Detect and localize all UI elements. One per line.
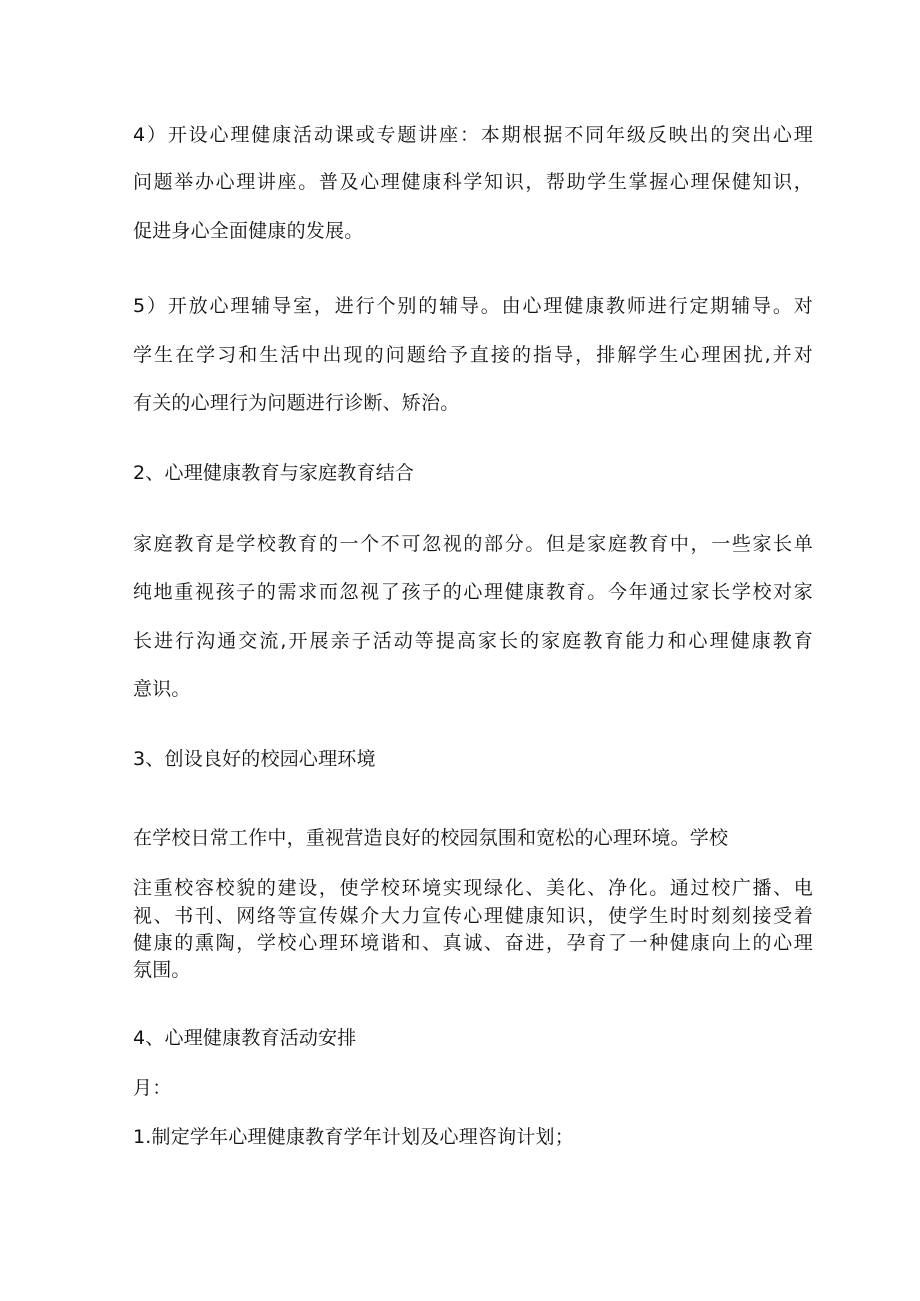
paragraph-5-line-3: 有关的心理行为问题进行诊断、矫治。 [133,392,460,414]
paragraph-4-line-2: 问题举办心理讲座。普及心理健康科学知识，帮助学生掌握心理保健知识， [133,171,813,193]
family-paragraph-line-1: 家庭教育是学校教育的一个不可忽视的部分。但是家庭教育中，一些家长单 [133,533,813,555]
heading-2: 2、心理健康教育与家庭教育结合 [133,462,415,484]
heading-3: 3、创设良好的校园心理环境 [133,748,376,770]
month-label: 月： [133,1077,172,1099]
list-item-1: 1.制定学年心理健康教育学年计划及心理咨询计划； [133,1126,574,1148]
heading-4: 4、心理健康教育活动安排 [133,1027,357,1049]
paragraph-5-line-1: 5）开放心理辅导室，进行个别的辅导。由心理健康教师进行定期辅导。对 [133,295,813,317]
paragraph-4-line-3: 促进身心全面健康的发展。 [133,220,364,242]
paragraph-5-line-2: 学生在学习和生活中出现的问题给予直接的指导，排解学生心理困扰,并对 [133,344,813,366]
campus-paragraph-line-2: 注重校容校貌的建设，使学校环境实现绿化、美化、净化。通过校广播、电 [133,877,813,899]
family-paragraph-line-4: 意识。 [133,678,191,700]
paragraph-4-line-1: 4）开设心理健康活动课或专题讲座：本期根据不同年级反映出的突出心理 [133,124,813,146]
family-paragraph-line-2: 纯地重视孩子的需求而忽视了孩子的心理健康教育。今年通过家长学校对家 [133,581,813,603]
campus-paragraph-line-1: 在学校日常工作中，重视营造良好的校园氛围和宽松的心理环境。学校 [133,827,729,849]
family-paragraph-line-3: 长进行沟通交流,开展亲子活动等提高家长的家庭教育能力和心理健康教育 [133,630,813,652]
campus-paragraph-line-5: 氛围。 [133,959,191,981]
campus-paragraph-line-4: 健康的熏陶，学校心理环境谐和、真诚、奋进，孕育了一种健康向上的心理 [133,932,813,954]
campus-paragraph-line-3: 视、书刊、网络等宣传媒介大力宣传心理健康知识，使学生时时刻刻接受着 [133,905,813,927]
